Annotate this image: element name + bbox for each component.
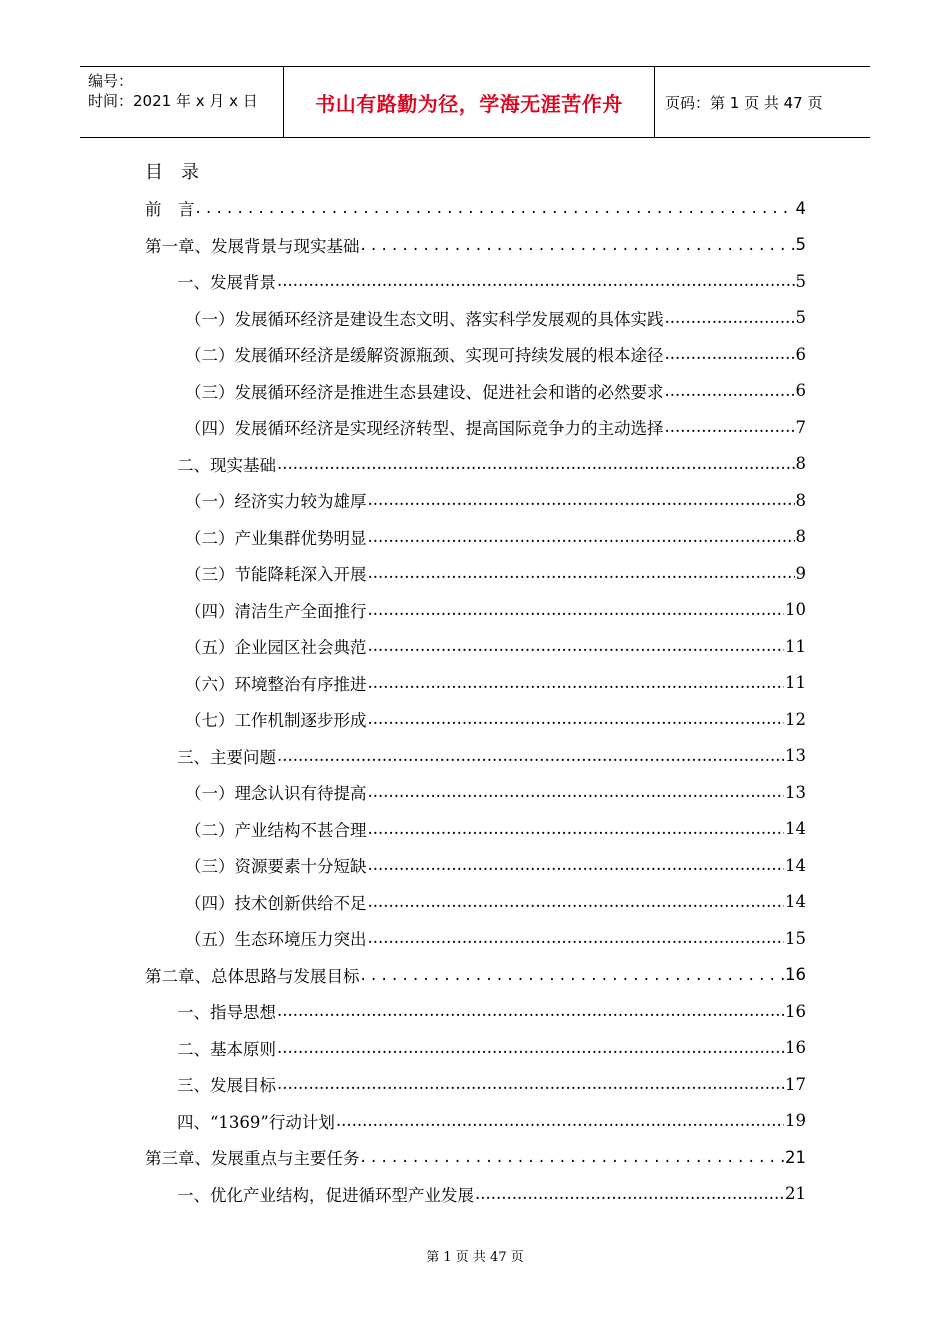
toc-entry[interactable] [145,519,806,556]
toc-entry[interactable] [145,482,806,519]
toc-entry-page: 5 [795,235,806,255]
toc-entry[interactable] [145,993,806,1030]
toc-entry-title: （五）企业园区社会典范 [185,638,367,658]
toc-entry-title: （二）发展循环经济是缓解资源瓶颈、实现可持续发展的根本途径 [185,346,664,366]
toc-entry-page: 8 [795,527,806,547]
toc-entry-title: （三）资源要素十分短缺 [185,857,367,877]
toc-entry-title: 三、发展目标 [177,1076,276,1096]
toc-entry-page: 12 [785,709,806,729]
toc-entry-title: （四）清洁生产全面推行 [185,601,367,621]
toc-entry-title: 第一章、发展背景与现实基础 [145,236,360,256]
toc-entry[interactable] [145,774,806,811]
header-motto: 书山有路勤为径，学海无涯苦作舟 [283,67,655,137]
toc-entry-page: 9 [795,563,806,583]
toc-dot-leader [361,237,795,254]
toc-entry-page: 11 [785,673,806,693]
toc-dot-leader [368,529,795,546]
toc-entry-title: 前 言 [145,200,195,220]
toc-dot-leader [277,1040,784,1057]
toc-entry-page: 13 [785,782,806,802]
document-number-label: 编号： [88,72,134,90]
toc-entry[interactable] [145,1066,806,1103]
toc-dot-leader [361,1149,785,1166]
toc-title: 目 录 [145,162,199,183]
toc-entry-page: 16 [785,1038,806,1058]
toc-dot-leader [665,383,795,400]
toc-entry[interactable] [145,227,806,264]
toc-entry-title: （四）技术创新供给不足 [185,893,367,913]
toc-dot-leader [368,565,795,582]
toc-entry[interactable] [145,847,806,884]
toc-entry-page: 5 [795,271,806,291]
toc-dot-leader [196,200,795,217]
toc-entry-title: （二）产业集群优势明显 [185,528,367,548]
header-page-info: 页码：第 1 页 共 47 页 [665,93,823,112]
toc-entry[interactable] [145,592,806,629]
toc-entry-page: 14 [785,819,806,839]
toc-entry-page: 16 [785,1001,806,1021]
toc-dot-leader [368,821,785,838]
toc-entry[interactable] [145,920,806,957]
toc-entry-title: （一）经济实力较为雄厚 [185,492,367,512]
toc-entry-page: 21 [785,1184,806,1204]
toc-dot-leader [368,930,785,947]
toc-entry-page: 10 [785,600,806,620]
toc-entry[interactable] [145,1176,806,1213]
toc-dot-leader [368,894,785,911]
toc-dot-leader [277,1076,784,1093]
toc-entry[interactable] [145,263,806,300]
toc-entry-page: 4 [795,198,806,218]
toc-entry-page: 8 [795,490,806,510]
toc-dot-leader [368,784,785,801]
toc-entry-title: （五）生态环境压力突出 [185,930,367,950]
toc-entry-title: （六）环境整治有序推进 [185,674,367,694]
toc-dot-leader [336,1113,784,1130]
toc-entry-page: 14 [785,855,806,875]
page-footer: 第 1 页 共 47 页 [426,1250,524,1265]
toc-entry-page: 6 [795,381,806,401]
toc-dot-leader [368,602,785,619]
toc-entry-title: 一、指导思想 [177,1003,276,1023]
toc-entry[interactable] [145,190,806,227]
toc-entry[interactable] [145,811,806,848]
toc-dot-leader [368,711,785,728]
toc-entry[interactable] [145,1030,806,1067]
toc-entry[interactable] [145,1139,806,1176]
toc-entry-page: 5 [795,308,806,328]
toc-entry-title: 四、“1369”行动计划 [177,1112,335,1132]
header-meta-cell [80,67,283,137]
toc-entry-title: 三、主要问题 [177,747,276,767]
toc-entry-title: 一、优化产业结构，促进循环型产业发展 [177,1185,474,1205]
toc-entry-title: （二）产业结构不甚合理 [185,820,367,840]
toc-entry[interactable] [145,701,806,738]
toc-entry-title: （一）发展循环经济是建设生态文明、落实科学发展观的具体实践 [185,309,664,329]
toc-entry-title: （三）发展循环经济是推进生态县建设、促进社会和谐的必然要求 [185,382,664,402]
toc-entry[interactable] [145,665,806,702]
toc-entry-title: 第三章、发展重点与主要任务 [145,1149,360,1169]
toc-dot-leader [475,1186,784,1203]
toc-entry-title: 二、现实基础 [177,455,276,475]
table-of-contents [145,190,806,1212]
toc-entry-page: 16 [785,965,806,985]
toc-entry-title: （一）理念认识有待提高 [185,784,367,804]
toc-dot-leader [277,273,795,290]
toc-entry[interactable] [145,409,806,446]
toc-entry-page: 7 [795,417,806,437]
toc-dot-leader [368,638,785,655]
toc-entry-page: 11 [785,636,806,656]
toc-dot-leader [361,967,785,984]
toc-entry[interactable] [145,884,806,921]
toc-entry-title: 第二章、总体思路与发展目标 [145,966,360,986]
toc-entry-title: 一、发展背景 [177,273,276,293]
toc-dot-leader [277,748,784,765]
toc-entry-page: 15 [785,928,806,948]
toc-entry-title: 二、基本原则 [177,1039,276,1059]
toc-entry-title: （三）节能降耗深入开展 [185,565,367,585]
toc-entry-page: 17 [785,1074,806,1094]
toc-entry[interactable] [145,555,806,592]
toc-entry[interactable] [145,336,806,373]
toc-dot-leader [665,419,795,436]
toc-entry[interactable] [145,628,806,665]
toc-entry-title: （四）发展循环经济是实现经济转型、提高国际竞争力的主动选择 [185,419,664,439]
toc-entry[interactable] [145,738,806,775]
toc-entry-page: 14 [785,892,806,912]
toc-entry-page: 19 [785,1111,806,1131]
toc-dot-leader [277,1003,784,1020]
document-time-label: 时间：2021 年 x 月 x 日 [88,92,258,110]
toc-entry-page: 8 [795,454,806,474]
toc-dot-leader [368,675,785,692]
document-header [80,66,870,138]
toc-dot-leader [665,310,795,327]
toc-entry-page: 6 [795,344,806,364]
toc-entry-page: 21 [785,1147,806,1167]
toc-entry-title: （七）工作机制逐步形成 [185,711,367,731]
toc-entry[interactable] [145,957,806,994]
toc-dot-leader [665,346,795,363]
toc-dot-leader [368,857,785,874]
toc-entry[interactable] [145,373,806,410]
toc-dot-leader [277,456,795,473]
toc-entry[interactable] [145,446,806,483]
toc-dot-leader [368,492,795,509]
toc-entry-page: 13 [785,746,806,766]
toc-entry[interactable] [145,300,806,337]
toc-entry[interactable] [145,1103,806,1140]
